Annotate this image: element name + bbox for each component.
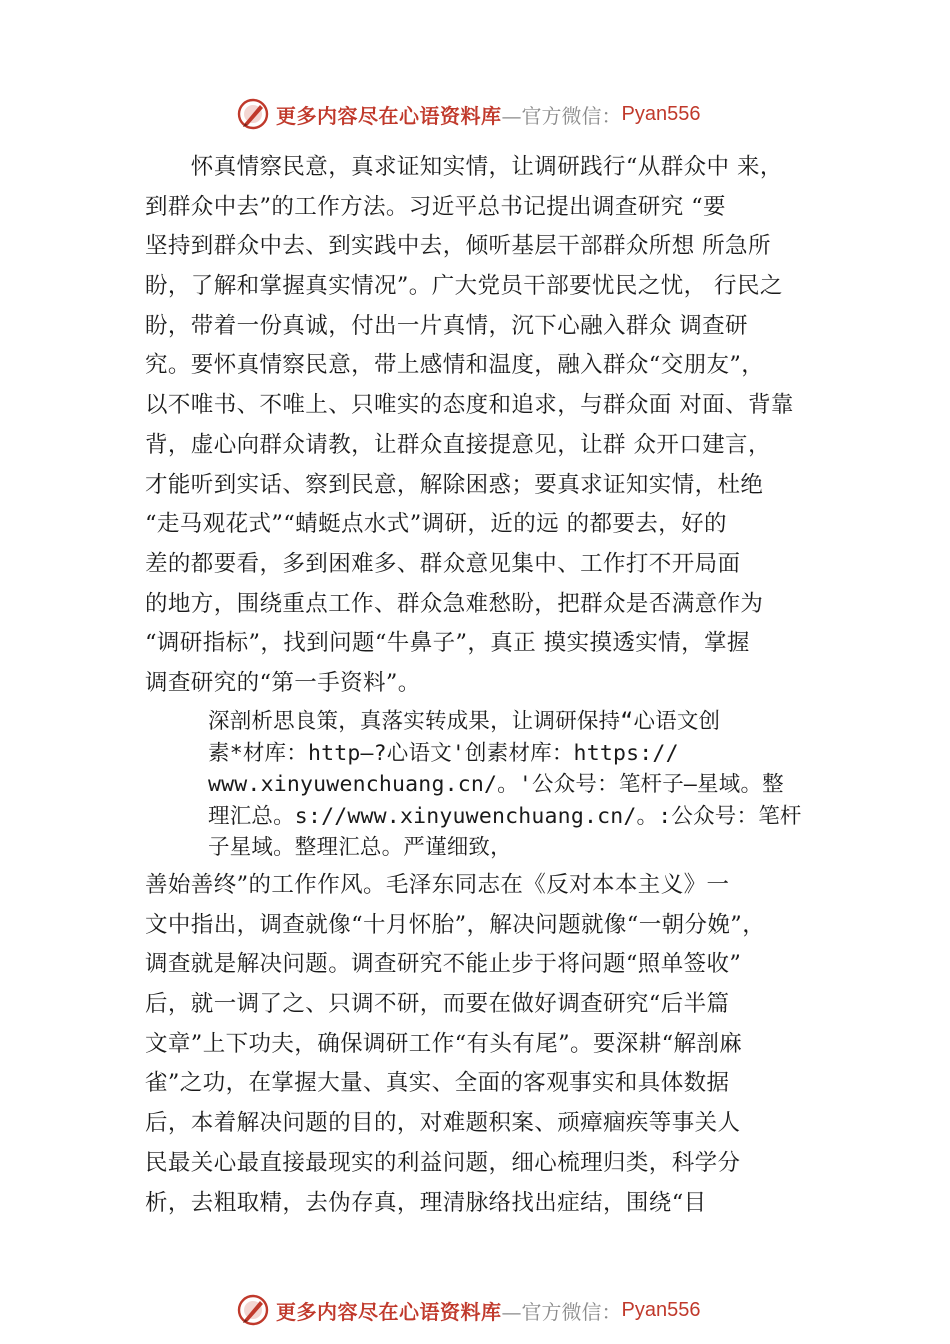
text-line: 才能听到实话、察到民意，解除困惑；要真求证知实情，杜绝 [145,471,764,498]
text-line: “调研指标”，找到问题“牛鼻子”，真正 摸实摸透实情，掌握 [145,630,750,657]
footer-gray-text: —官方微信： [501,1299,622,1324]
text-line: 雀”之功，在掌握大量、真实、全面的客观事实和具体数据 [145,1070,730,1097]
quote-line: 理汇总。s://www.xinyuwenchuang.cn/。:公众号：笔杆 [208,803,802,829]
pen-logo-icon [236,1293,270,1327]
text-line: 文章”上下功夫，确保调研工作“有头有尾”。要深耕“解剖麻 [145,1030,743,1057]
text-line: 的地方，围绕重点工作、群众急难愁盼，把群众是否满意作为 [145,590,764,617]
text-line: 究。要怀真情察民意，带上感情和温度，融入群众“交朋友”， [145,352,765,379]
paragraph-1 [145,148,845,704]
footer-wechat-id: Pyan556 [621,1298,701,1321]
quote-line: www.xinyuwenchuang.cn/。'公众号：笔杆子—星域。整 [208,772,784,797]
text-line: 民最关心最直接最现实的利益问题，细心梳理归类，科学分 [145,1149,741,1176]
header-banner [236,94,756,134]
text-line: 善始善终”的工作作风。毛泽东同志在《反对本本主义》一 [145,872,730,898]
text-line: 到群众中去”的工作方法。习近平总书记提出调查研究 “要 [145,193,726,220]
text-line: 后，本着解决问题的目的，对难题积案、顽瘴痼疾等事关人 [145,1110,741,1137]
header-wechat-id: Pyan556 [621,102,701,125]
text-line: 背，虚心向群众请教，让群众直接提意见，让群 众开口建言， [145,431,771,458]
quote-line: 子星域。整理汇总。严谨细致， [208,835,512,860]
footer-red-text: 更多内容尽在心语资料库 [276,1299,502,1324]
text-line: 调查就是解决问题。调查研究不能止步于将问题“照单签收” [145,951,742,978]
text-line: 盼，了解和掌握真实情况”。广大党员干部要忧民之忧， 行民之 [145,273,783,300]
text-line: “走马观花式”“蜻蜓点水式”调研，近的远 的都要去，好的 [145,511,727,538]
text-line: 以不唯书、不唯上、只唯实的态度和追求，与群众面 对面、背靠 [145,392,794,419]
text-line: 差的都要看，多到困难多、群众意见集中、工作打不开局面 [145,550,741,577]
text-line: 盼，带着一份真诚，付出一片真情，沉下心融入群众 调查研 [145,312,748,339]
indented-quote-block [208,706,848,864]
quote-line: 素*材库：http—?心语文'创素材库：https:// [208,740,679,766]
header-gray-text: —官方微信： [501,103,622,128]
text-line: 调查研究的“第一手资料”。 [145,669,421,696]
text-line: 坚持到群众中去、到实践中去，倾听基层干部群众所想 所急所 [145,233,771,260]
pen-logo-icon [236,97,270,131]
paragraph-2 [145,866,845,1223]
footer-banner [236,1290,756,1330]
text-line: 怀真情察民意，真求证知实情，让调研践行“从群众中 来， [145,154,783,180]
text-line: 文中指出，调查就像“十月怀胎”，解决问题就像“一朝分娩”， [145,911,766,938]
text-line: 析，去粗取精，去伪存真，理清脉络找出症结，围绕“目 [145,1189,707,1216]
quote-line: 深剖析思良策，真落实转成果，让调研保持“心语文创 [208,709,721,734]
text-line: 后，就一调了之、只调不研，而要在做好调查研究“后半篇 [145,991,730,1018]
header-red-text: 更多内容尽在心语资料库 [276,103,502,128]
